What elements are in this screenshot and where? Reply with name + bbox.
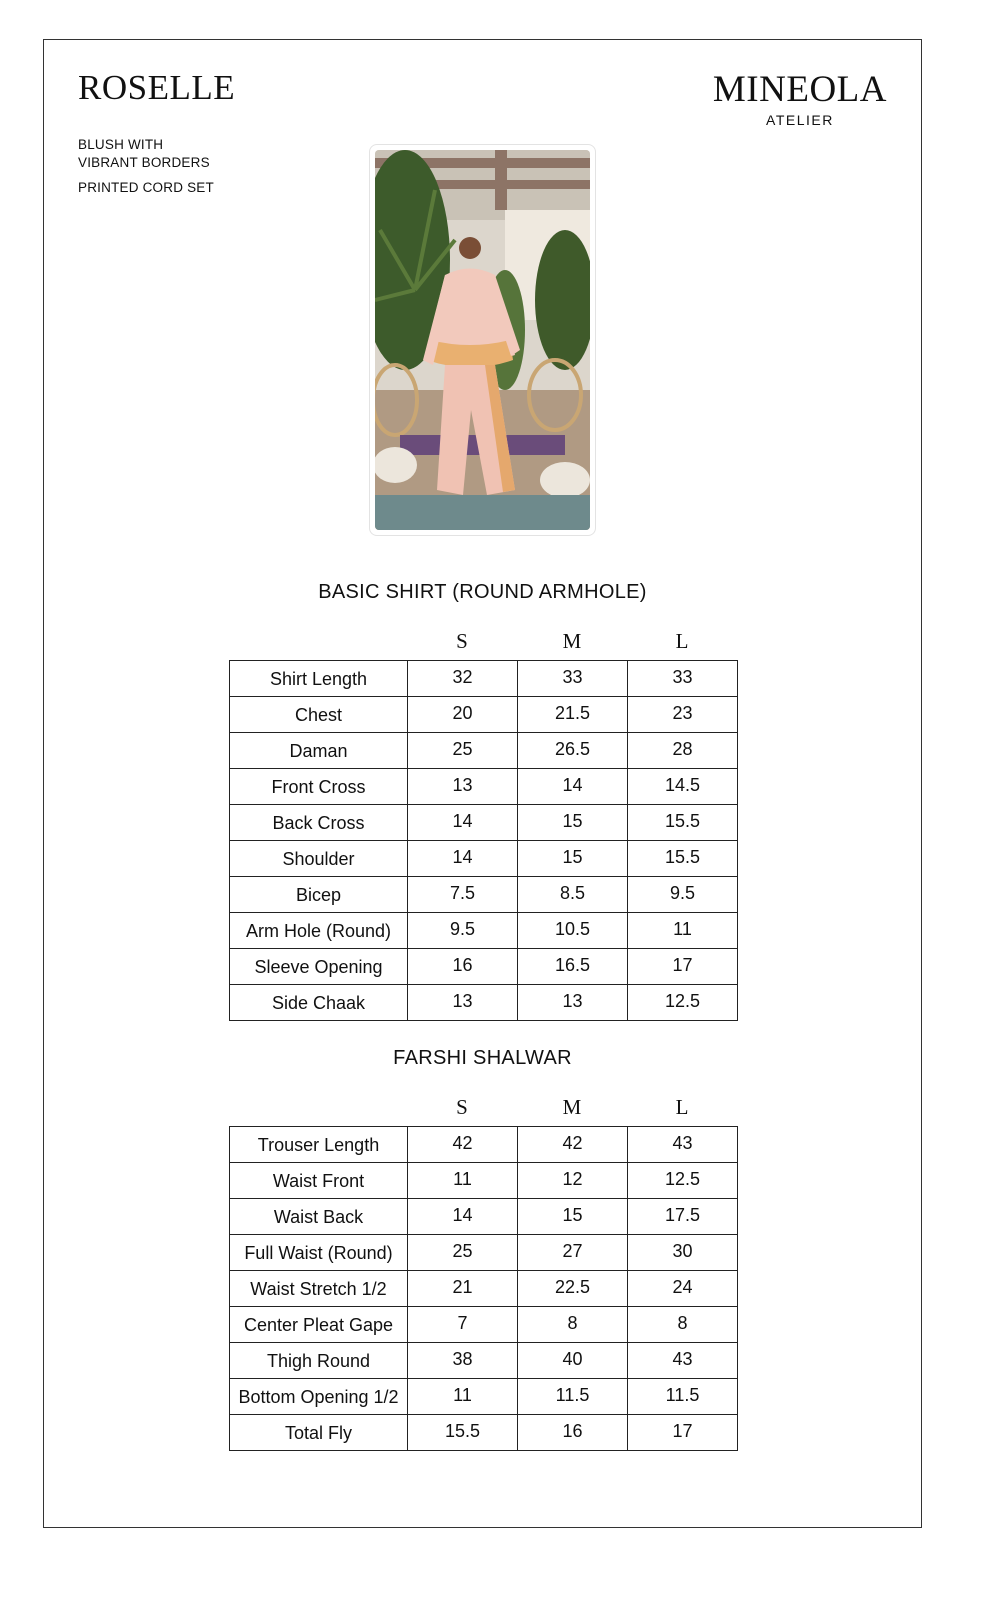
model-photo [369, 144, 596, 536]
size-m-value: 8.5 [518, 877, 628, 913]
size-l-value: 17 [628, 1415, 738, 1451]
size-m-value: 12 [518, 1163, 628, 1199]
size-s-value: 21 [408, 1271, 518, 1307]
table-row [230, 661, 738, 697]
size-l-value: 12.5 [628, 985, 738, 1021]
measurement-label: Waist Back [230, 1199, 408, 1235]
size-s-value: 14 [408, 805, 518, 841]
size-l-value: 28 [628, 733, 738, 769]
size-l-value: 11 [628, 913, 738, 949]
size-s-value: 25 [408, 1235, 518, 1271]
size-s-value: 14 [408, 841, 518, 877]
size-l-value: 9.5 [628, 877, 738, 913]
size-s-value: 7 [408, 1307, 518, 1343]
size-s-value: 16 [408, 949, 518, 985]
shirt-size-header-l: L [675, 629, 689, 653]
shirt-size-header-m: M [562, 629, 582, 653]
table-row [230, 769, 738, 805]
table-row [230, 697, 738, 733]
size-l-value: 15.5 [628, 841, 738, 877]
table-row [230, 1343, 738, 1379]
table-row [230, 1379, 738, 1415]
size-s-value: 42 [408, 1127, 518, 1163]
table-row [230, 841, 738, 877]
shalwar-table-title: FARSHI SHALWAR [393, 1047, 572, 1069]
measurement-label: Center Pleat Gape [230, 1307, 408, 1343]
size-l-value: 43 [628, 1343, 738, 1379]
measurement-label: Total Fly [230, 1415, 408, 1451]
table-row [230, 1235, 738, 1271]
size-s-value: 14 [408, 1199, 518, 1235]
table-row [230, 913, 738, 949]
size-l-value: 17.5 [628, 1199, 738, 1235]
measurement-label: Bicep [230, 877, 408, 913]
measurement-label: Waist Front [230, 1163, 408, 1199]
size-m-value: 42 [518, 1127, 628, 1163]
size-l-value: 17 [628, 949, 738, 985]
size-s-value: 9.5 [408, 913, 518, 949]
size-m-value: 15 [518, 841, 628, 877]
table-row [230, 877, 738, 913]
size-s-value: 11 [408, 1379, 518, 1415]
measurement-label: Shirt Length [230, 661, 408, 697]
table-row [230, 1307, 738, 1343]
size-m-value: 26.5 [518, 733, 628, 769]
size-m-value: 40 [518, 1343, 628, 1379]
size-s-value: 32 [408, 661, 518, 697]
size-m-value: 21.5 [518, 697, 628, 733]
size-s-value: 25 [408, 733, 518, 769]
size-m-value: 16 [518, 1415, 628, 1451]
size-l-value: 33 [628, 661, 738, 697]
table-row [230, 1127, 738, 1163]
size-l-value: 15.5 [628, 805, 738, 841]
size-m-value: 27 [518, 1235, 628, 1271]
measurement-label: Trouser Length [230, 1127, 408, 1163]
product-subtitle-line-2: VIBRANT BORDERS [78, 155, 210, 170]
product-title: ROSELLE [78, 68, 236, 107]
shalwar-size-header-s: S [456, 1095, 468, 1119]
table-row [230, 1163, 738, 1199]
brand-logo [713, 70, 887, 128]
size-m-value: 16.5 [518, 949, 628, 985]
size-l-value: 11.5 [628, 1379, 738, 1415]
product-subtitle-line-1: BLUSH WITH [78, 137, 164, 152]
product-subtitle-line-3: PRINTED CORD SET [78, 180, 214, 195]
measurement-label: Waist Stretch 1/2 [230, 1271, 408, 1307]
size-l-value: 8 [628, 1307, 738, 1343]
brand-sub: ATELIER [766, 112, 834, 128]
size-s-value: 11 [408, 1163, 518, 1199]
table-row [230, 985, 738, 1021]
size-m-value: 10.5 [518, 913, 628, 949]
size-l-value: 30 [628, 1235, 738, 1271]
size-l-value: 43 [628, 1127, 738, 1163]
size-m-value: 22.5 [518, 1271, 628, 1307]
size-s-value: 13 [408, 985, 518, 1021]
measurement-label: Back Cross [230, 805, 408, 841]
size-m-value: 15 [518, 805, 628, 841]
measurement-label: Full Waist (Round) [230, 1235, 408, 1271]
table-row [230, 1199, 738, 1235]
size-s-value: 15.5 [408, 1415, 518, 1451]
shalwar-size-header-l: L [675, 1095, 689, 1119]
size-m-value: 33 [518, 661, 628, 697]
size-s-value: 20 [408, 697, 518, 733]
shirt-size-table [229, 660, 738, 1021]
shirt-size-header-s: S [456, 629, 468, 653]
shalwar-size-header-m: M [562, 1095, 582, 1119]
measurement-label: Arm Hole (Round) [230, 913, 408, 949]
measurement-label: Front Cross [230, 769, 408, 805]
size-m-value: 15 [518, 1199, 628, 1235]
size-s-value: 13 [408, 769, 518, 805]
table-row [230, 733, 738, 769]
table-row [230, 1415, 738, 1451]
measurement-label: Thigh Round [230, 1343, 408, 1379]
size-l-value: 24 [628, 1271, 738, 1307]
measurement-label: Chest [230, 697, 408, 733]
size-l-value: 12.5 [628, 1163, 738, 1199]
measurement-label: Daman [230, 733, 408, 769]
table-row [230, 1271, 738, 1307]
measurement-label: Shoulder [230, 841, 408, 877]
size-m-value: 8 [518, 1307, 628, 1343]
table-row [230, 805, 738, 841]
model-photo-icon [375, 150, 590, 530]
size-m-value: 11.5 [518, 1379, 628, 1415]
size-m-value: 14 [518, 769, 628, 805]
size-l-value: 14.5 [628, 769, 738, 805]
shirt-table-title: BASIC SHIRT (ROUND ARMHOLE) [318, 581, 647, 603]
size-s-value: 38 [408, 1343, 518, 1379]
measurement-label: Side Chaak [230, 985, 408, 1021]
size-m-value: 13 [518, 985, 628, 1021]
measurement-label: Sleeve Opening [230, 949, 408, 985]
size-s-value: 7.5 [408, 877, 518, 913]
size-l-value: 23 [628, 697, 738, 733]
shalwar-size-table [229, 1126, 738, 1451]
measurement-label: Bottom Opening 1/2 [230, 1379, 408, 1415]
brand-name: MINEOLA [712, 69, 887, 110]
table-row [230, 949, 738, 985]
